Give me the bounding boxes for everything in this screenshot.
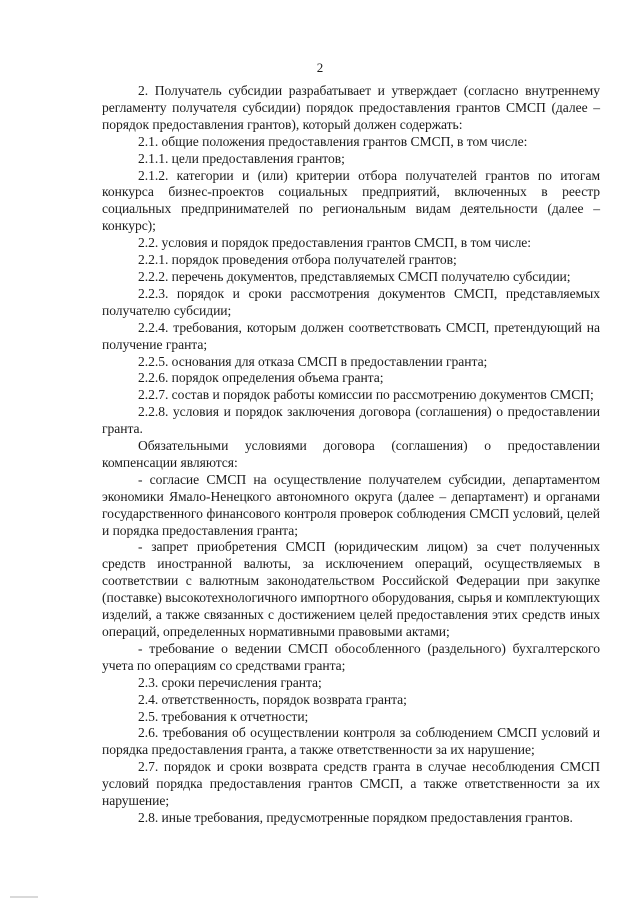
paragraph: 2.2.2. перечень документов, представляемых СМСП получателю субсидии; bbox=[138, 268, 571, 284]
paragraph: 2. Получатель субсидии разрабатывает и утверждает (согласно внутреннему регламенту получателя субсидии) порядок предоставления грантов СМСП (далее – порядок предоставления грантов), который должен содержать: bbox=[102, 83, 600, 132]
document-body bbox=[102, 83, 600, 827]
paragraph: 2.6. требования об осуществлении контроля за соблюдением СМСП условий и порядка предоставления гранта, а также ответственности за их нарушение; bbox=[102, 725, 600, 758]
paragraph: 2.1.2. категории и (или) критерии отбора получателей грантов по итогам конкурса бизнес-проектов социальных предприятий, включенных в реестр социальных предпринимателей по региональным видам деятельности (далее – конкурс); bbox=[102, 167, 600, 234]
paragraph: 2.8. иные требования, предусмотренные порядком предоставления грантов. bbox=[138, 809, 573, 825]
paragraph: 2.5. требования к отчетности; bbox=[138, 708, 309, 724]
paragraph: Обязательными условиями договора (соглашения) о предоставлении компенсации являются: bbox=[102, 438, 600, 470]
paragraph: 2.2.3. порядок и сроки рассмотрения документов СМСП, представляемых получателю субсидии; bbox=[102, 285, 600, 318]
paragraph: 2.3. сроки перечисления гранта; bbox=[138, 674, 322, 690]
paragraph: 2.2.7. состав и порядок работы комиссии по рассмотрению документов СМСП; bbox=[138, 387, 594, 403]
paragraph: 2.4. ответственность, порядок возврата гранта; bbox=[138, 691, 407, 707]
paragraph: 2.2.6. порядок определения объема гранта; bbox=[138, 370, 384, 386]
list-item: - запрет приобретения СМСП (юридическим лицом) за счет полученных средств иностранной валюты, за исключением операций, осуществляемых в соответствии с валютным законодательством Российской Федерации при закупке (поставке) высокотехнологичного импортного оборудования, сырья и комплектующих изделий, а также связанных с достижением целей предоставления этих средств иных операций, определенных нормативными правовыми актами; bbox=[102, 539, 600, 639]
paragraph: 2.7. порядок и сроки возврата средств гранта в случае несоблюдения СМСП условий порядка предоставления грантов СМСП, а также ответственности за их нарушение; bbox=[102, 759, 600, 809]
page-number: 2 bbox=[316, 60, 324, 75]
paragraph: 2.1.1. цели предоставления грантов; bbox=[138, 150, 345, 166]
paragraph: 2.2.4. требования, которым должен соответствовать СМСП, претендующий на получение гранта; bbox=[102, 319, 600, 352]
scan-artifact bbox=[10, 896, 38, 898]
paragraph: 2.1. общие положения предоставления грантов СМСП, в том числе: bbox=[138, 133, 528, 149]
list-item: - требование о ведении СМСП обособленного (раздельного) бухгалтерского учета по операциям со средствами гранта; bbox=[102, 640, 600, 673]
paragraph: 2.2.8. условия и порядок заключения договора (соглашения) о предоставлении гранта. bbox=[102, 404, 600, 437]
paragraph: 2.2.5. основания для отказа СМСП в предоставлении гранта; bbox=[138, 353, 488, 369]
paragraph: 2.2.1. порядок проведения отбора получателей грантов; bbox=[138, 252, 457, 268]
paragraph: 2.2. условия и порядок предоставления грантов СМСП, в том числе: bbox=[138, 235, 532, 251]
list-item: - согласие СМСП на осуществление получателем субсидии, департаментом экономики Ямало-Ненецкого автономного округа (далее – департамент) и органами государственного финансового контроля проверок соблюдения СМСП условий, целей и порядка предоставления гранта; bbox=[102, 471, 600, 538]
